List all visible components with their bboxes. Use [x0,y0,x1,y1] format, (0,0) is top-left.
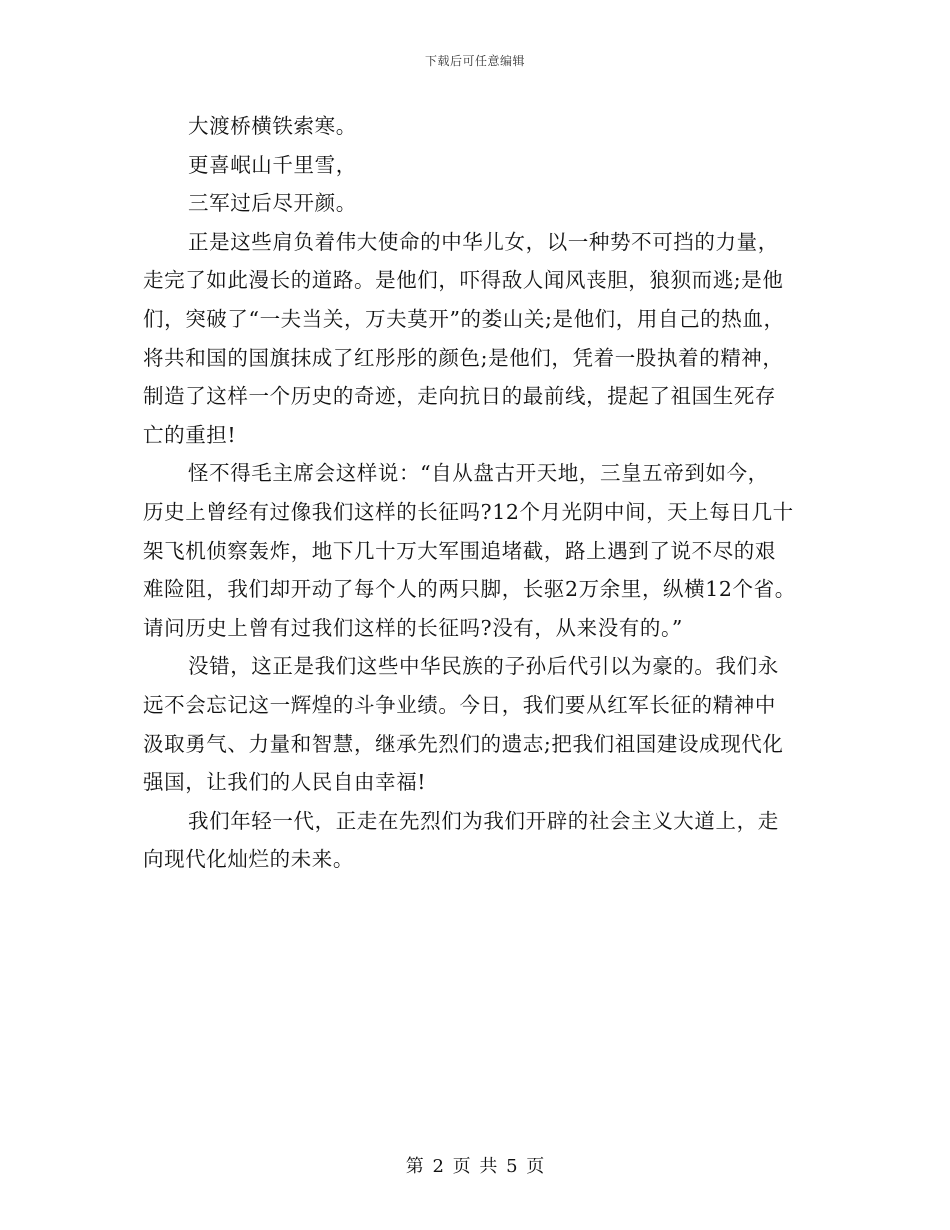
paragraph [143,802,823,879]
text-line: 请问历史上曾有过我们这样的长征吗?没有，从来没有的。” [143,615,683,640]
paragraph [143,146,823,185]
text-line: 正是这些肩负着伟大使命的中华儿女，以一种势不可挡的力量， [188,229,779,254]
paragraph [143,107,823,146]
text-line: 远不会忘记这一辉煌的斗争业绩。今日，我们要从红军长征的精神中 [143,692,776,717]
text-line: 更喜岷山千里雪， [188,152,357,177]
text-line: 怪不得毛主席会这样说：“自从盘古开天地，三皇五帝到如今， [188,461,769,486]
text-line: 三军过后尽开颜。 [188,191,357,216]
paragraph [143,647,823,801]
text-line: 汲取勇气、力量和智慧，继承先烈们的遗志;把我们祖国建设成现代化 [143,731,784,756]
document-body [143,107,823,879]
paragraph [143,223,823,455]
text-line: 向现代化灿烂的未来。 [143,847,354,872]
text-line: 制造了这样一个历史的奇迹，走向抗日的最前线，提起了祖国生死存 [143,384,776,409]
paragraph [143,184,823,223]
text-line: 将共和国的国旗抹成了红彤彤的颜色;是他们，凭着一股执着的精神， [143,345,784,370]
text-line: 们，突破了“一夫当关，万夫莫开”的娄山关;是他们，用自己的热血， [143,306,785,331]
page-header: 下载后可任意编辑 [424,54,525,68]
text-line: 走完了如此漫长的道路。是他们，吓得敌人闻风丧胆，狼狈而逃;是他 [143,268,784,293]
text-line: 大渡桥横铁索寒。 [188,114,357,138]
page-number: 第 2 页 共 5 页 [405,1156,545,1177]
text-line: 强国，让我们的人民自由幸福! [143,770,427,795]
text-line: 难险阻，我们却开动了每个人的两只脚，长驱2万余里，纵横12个省。 [143,577,796,602]
text-line: 历史上曾经有过像我们这样的长征吗?12个月光阴中间，天上每日几十 [143,499,794,524]
text-line: 我们年轻一代，正走在先烈们为我们开辟的社会主义大道上，走 [188,808,779,833]
text-line: 架飞机侦察轰炸，地下几十万大军围追堵截，路上遇到了说不尽的艰 [143,538,776,563]
text-line: 没错，这正是我们这些中华民族的子孙后代引以为豪的。我们永 [188,654,779,679]
paragraph [143,454,823,647]
text-line: 亡的重担! [143,422,237,447]
